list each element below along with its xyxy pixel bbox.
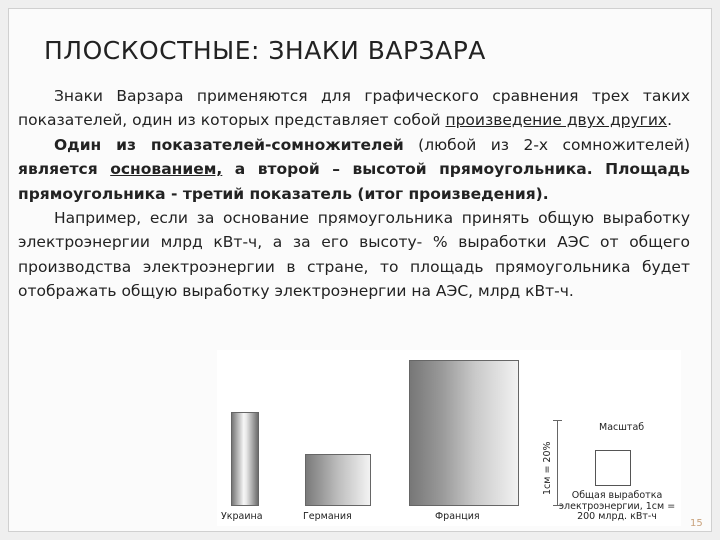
paragraph-1-end: . bbox=[667, 111, 672, 130]
varzar-figure bbox=[217, 350, 681, 526]
label-ukraine: Украина bbox=[221, 511, 263, 522]
paragraph-2-bold-2: является bbox=[18, 160, 111, 179]
paragraph-1-text: Знаки Варзара применяются для графического сравнения трех таких показателей, один из которых представляет собой bbox=[18, 87, 690, 130]
paragraph-1 bbox=[18, 84, 690, 133]
bar-france bbox=[409, 360, 519, 506]
paragraph-1-underlined: произведение двух других bbox=[445, 111, 668, 130]
label-france: Франция bbox=[435, 511, 480, 522]
slide-body bbox=[18, 84, 690, 304]
paragraph-3: Например, если за основание прямоугольника принять общую выработку электроэнергии млрд кВт-ч, а за его высоту- % выработки АЭС от общего производства электроэнергии в стране, то площадь прямоугольника будет отображать общую выработку электроэнергии на АЭС, млрд кВт-ч. bbox=[18, 209, 690, 301]
bar-ukraine bbox=[231, 412, 259, 506]
scale-tick-top bbox=[553, 420, 562, 421]
paragraph-2-normal: (любой из 2-х сомножителей) bbox=[403, 135, 690, 154]
slide-title: ПЛОСКОСТНЫЕ: ЗНАКИ ВАРЗАРА bbox=[44, 36, 486, 65]
page-number: 15 bbox=[690, 518, 703, 529]
scale-side-label: 1см = 20% bbox=[542, 441, 553, 495]
paragraph-2-bold-3: а второй – высотой прямоугольника. Площадь прямоугольника - третий показатель (итог произведения). bbox=[18, 160, 690, 203]
paragraph-2-base-term: основанием, bbox=[110, 160, 223, 179]
scale-note: Общая выработка электроэнергии, 1см = 200 млрд. кВт-ч bbox=[558, 490, 676, 522]
scale-square bbox=[595, 450, 631, 486]
bar-germany bbox=[305, 454, 371, 506]
paragraph-2-bold-1: Один из показателей-сомножителей bbox=[54, 135, 404, 154]
label-germany: Германия bbox=[303, 511, 352, 522]
paragraph-2 bbox=[18, 133, 690, 206]
scale-title: Масштаб bbox=[599, 422, 645, 433]
